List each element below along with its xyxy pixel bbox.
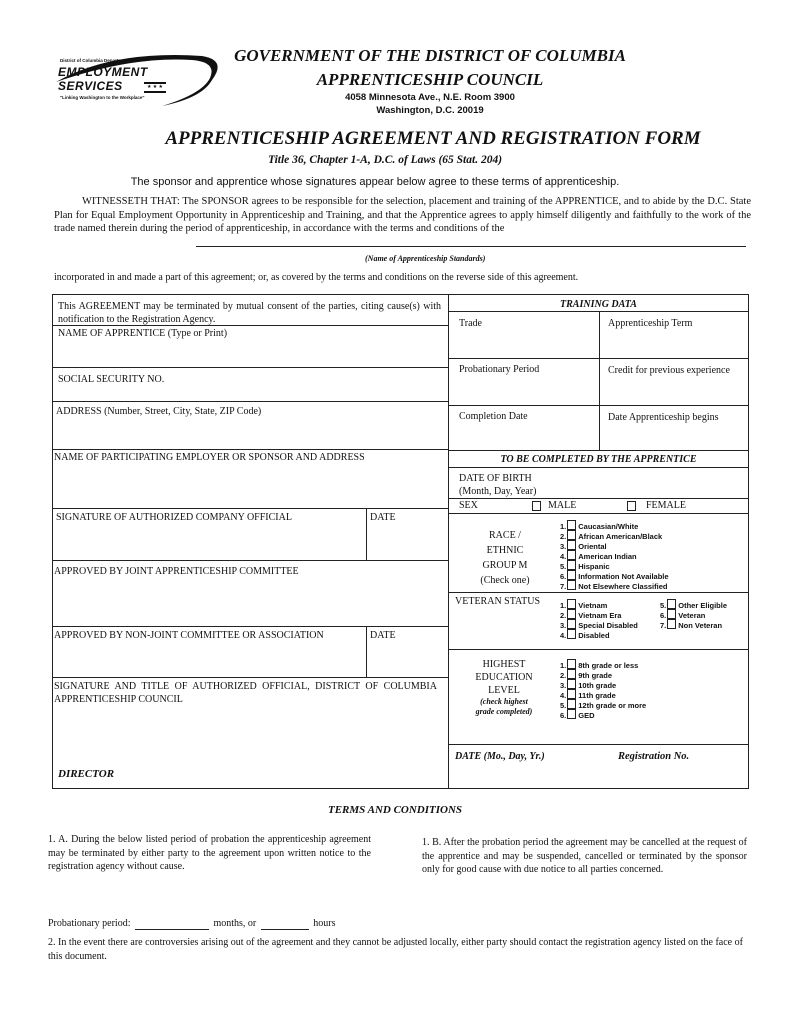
dob-label1: DATE OF BIRTH — [459, 473, 532, 484]
edu-checkbox[interactable] — [567, 689, 576, 699]
race-option[interactable]: 5. Hispanic — [560, 562, 610, 571]
edu-option[interactable]: 6. GED — [560, 711, 595, 720]
term-field[interactable] — [601, 332, 747, 356]
ssn-field[interactable] — [53, 388, 447, 400]
race-option[interactable]: 1. Caucasian/White — [560, 522, 639, 531]
registration-field[interactable] — [605, 765, 745, 785]
race-checkbox[interactable] — [567, 520, 576, 530]
prob-months-field[interactable] — [135, 918, 209, 930]
term-label: Apprenticeship Term — [608, 318, 693, 329]
terms-two: 2. In the event there are controversies arising out of the agreement and they cannot be adjusted locally, either party should contact the registration agency listed on the face of this document. — [48, 937, 743, 962]
prob-hours-field[interactable] — [261, 918, 309, 930]
veteran-label: VETERAN STATUS — [455, 596, 541, 607]
veteran-option[interactable]: 2. Vietnam Era — [560, 611, 622, 620]
standards-line[interactable] — [196, 246, 746, 247]
male-checkbox[interactable] — [532, 501, 541, 511]
joint-label: APPROVED BY JOINT APPRENTICESHIP COMMITTEE — [54, 566, 299, 577]
edu-option[interactable]: 4. 11th grade — [560, 691, 616, 700]
edu-checkbox[interactable] — [567, 659, 576, 669]
edu-checkbox[interactable] — [567, 679, 576, 689]
nonjoint-field[interactable] — [53, 644, 365, 676]
female-checkbox[interactable] — [627, 501, 636, 511]
veteran-checkbox[interactable] — [667, 609, 676, 619]
veteran-checkbox[interactable] — [567, 599, 576, 609]
date-field[interactable] — [452, 765, 592, 785]
veteran-checkbox[interactable] — [567, 609, 576, 619]
joint-field[interactable] — [53, 580, 447, 625]
address-label: ADDRESS (Number, Street, City, State, ZIP Code) — [56, 406, 262, 417]
race-option[interactable]: 3. Oriental — [560, 542, 607, 551]
credit-field[interactable] — [601, 392, 747, 403]
date1-label: DATE — [370, 512, 396, 523]
name-field[interactable] — [53, 342, 447, 366]
sig-title-label: SIGNATURE AND TITLE OF AUTHORIZED OFFICIAL, DISTRICT OF COLUMBIA APPRENTICESHIP COUNCIL — [54, 681, 437, 705]
edu-checkbox[interactable] — [567, 709, 576, 719]
female-label: FEMALE — [646, 500, 686, 511]
date-label: DATE (Mo., Day, Yr.) — [455, 751, 545, 762]
race-checkbox[interactable] — [567, 530, 576, 540]
prob-months-label: months, or — [213, 918, 257, 929]
race-label1: RACE / — [489, 530, 521, 541]
veteran-option[interactable]: 3. Special Disabled — [560, 621, 638, 630]
terminate-text: This AGREEMENT may be terminated by mutual consent of the parties, citing cause(s) with notification to the Registration Agency. — [58, 301, 441, 325]
logo-tagline: "Linking Washington to the Workplace" — [60, 95, 145, 100]
form-subtitle: Title 36, Chapter 1-A, D.C. of Laws (65 Stat. 204) — [267, 154, 503, 166]
date2-field[interactable] — [368, 644, 447, 676]
name-label: NAME OF APPRENTICE (Type or Print) — [58, 328, 228, 339]
terms-header: TERMS AND CONDITIONS — [327, 804, 463, 816]
signature-label: SIGNATURE OF AUTHORIZED COMPANY OFFICIAL — [56, 512, 292, 523]
race-label2: ETHNIC — [486, 545, 524, 556]
trade-field[interactable] — [450, 332, 597, 356]
logo-line2: SERVICES — [58, 79, 123, 93]
prob-hours-label: hours — [313, 918, 336, 929]
race-label4: (Check one) — [480, 575, 530, 586]
race-checkbox[interactable] — [567, 550, 576, 560]
employer-field[interactable] — [53, 466, 447, 506]
probation-field[interactable] — [450, 378, 597, 402]
veteran-checkbox[interactable] — [567, 619, 576, 629]
intro-lead: The sponsor and apprentice whose signatures appear below agree to these terms of apprenticeship. — [130, 176, 620, 188]
logo-line1: EMPLOYMENT — [58, 65, 148, 79]
race-option[interactable]: 4. American Indian — [560, 552, 637, 561]
veteran-option[interactable]: 1. Vietnam — [560, 601, 608, 610]
trade-label: Trade — [459, 318, 482, 329]
terms-a: 1. A. During the below listed period of probation the apprenticeship agreement may be terminated by either party to the agreement upon written notice to the registration agency without cause. — [48, 834, 371, 872]
credit-label: Credit for previous experience — [608, 365, 730, 376]
edu-label2: EDUCATION — [475, 672, 533, 683]
intro-incorporated: incorporated in and made a part of this agreement; or, as covered by the terms and conditions on the reverse side of this agreement. — [54, 272, 579, 283]
prob-label: Probationary period: — [48, 918, 131, 929]
standards-label: (Name of Apprenticeship Standards) — [365, 254, 486, 263]
logo-flag-icon: ★ ★ ★ — [144, 82, 166, 92]
edu-label — [452, 658, 556, 717]
date1-field[interactable] — [368, 526, 447, 558]
header-address2: Washington, D.C. 20019 — [376, 105, 484, 116]
race-option[interactable]: 2. African American/Black — [560, 532, 663, 541]
edu-label1: HIGHEST — [482, 659, 526, 670]
header-gov: GOVERNMENT OF THE DISTRICT OF COLUMBIA — [234, 46, 626, 65]
veteran-option[interactable]: 5. Other Eligible — [660, 601, 728, 610]
veteran-option[interactable]: 4. Disabled — [560, 631, 610, 640]
intro-witness: WITNESSETH THAT: The SPONSOR agrees to be responsible for the selection, placement and training of the APPRENTICE, and to abide by the D.C. State Plan for Equal Employment Opportunity in Apprenticeship and Training, and that the Apprentice agrees to apply himself diligently and faithfully to the work of the trade named therein during the period of apprenticeship, in accordance with the terms and conditions of the — [54, 196, 751, 234]
probation-row — [48, 918, 336, 930]
edu-checkbox[interactable] — [567, 699, 576, 709]
veteran-checkbox[interactable] — [567, 629, 576, 639]
header-council: APPRENTICESHIP COUNCIL — [316, 70, 544, 89]
apprentice-header: TO BE COMPLETED BY THE APPRENTICE — [500, 454, 697, 465]
race-label — [455, 528, 555, 588]
registration-label: Registration No. — [618, 751, 690, 762]
nonjoint-label: APPROVED BY NON-JOINT COMMITTEE OR ASSOCIATION — [54, 630, 324, 641]
address-field[interactable] — [53, 420, 447, 448]
terms-b: 1. B. After the probation period the agreement may be cancelled at the request of the apprentice and may be suspended, cancelled or terminated by the sponsor only for good cause with due notice to all parties concerned. — [422, 837, 747, 875]
director-label: DIRECTOR — [58, 768, 115, 780]
race-option[interactable]: 6. Information Not Available — [560, 572, 669, 581]
sig-title-field[interactable] — [53, 710, 447, 766]
edu-checkbox[interactable] — [567, 669, 576, 679]
veteran-option[interactable]: 7. Non Veteran — [660, 621, 723, 630]
edu-option[interactable]: 1. 8th grade or less — [560, 661, 639, 670]
training-header: TRAINING DATA — [560, 299, 637, 310]
sex-label: SEX — [459, 500, 478, 511]
edu-option[interactable]: 2. 9th grade — [560, 671, 613, 680]
race-checkbox[interactable] — [567, 570, 576, 580]
ssn-label: SOCIAL SECURITY NO. — [58, 374, 165, 385]
dob-field[interactable] — [560, 472, 746, 496]
race-checkbox[interactable] — [567, 580, 576, 590]
veteran-checkbox[interactable] — [667, 619, 676, 629]
logo-small-text: District of Columbia Department of — [60, 58, 135, 63]
edu-label5: grade completed) — [475, 707, 533, 716]
edu-option[interactable]: 3. 10th grade — [560, 681, 617, 690]
race-checkbox[interactable] — [567, 560, 576, 570]
probation-label: Probationary Period — [459, 364, 540, 375]
race-option[interactable]: 7. Not Elsewhere Classified — [560, 582, 668, 591]
dob-label2: (Month, Day, Year) — [459, 486, 537, 497]
veteran-checkbox[interactable] — [667, 599, 676, 609]
completion-field[interactable] — [450, 425, 597, 448]
male-label: MALE — [548, 500, 577, 511]
form-title: APPRENTICESHIP AGREEMENT AND REGISTRATION FORM — [165, 128, 701, 149]
signature-field[interactable] — [53, 526, 365, 558]
veteran-option[interactable]: 6. Veteran — [660, 611, 706, 620]
race-checkbox[interactable] — [567, 540, 576, 550]
date-begins-label: Date Apprenticeship begins — [608, 412, 719, 423]
completion-label: Completion Date — [459, 411, 528, 422]
edu-option[interactable]: 5. 12th grade or more — [560, 701, 647, 710]
employer-label: NAME OF PARTICIPATING EMPLOYER OR SPONSOR AND ADDRESS — [54, 452, 365, 463]
date2-label: DATE — [370, 630, 396, 641]
edu-label3: LEVEL — [488, 685, 520, 696]
header-address1: 4058 Minnesota Ave., N.E. Room 3900 — [345, 92, 515, 103]
race-label3: GROUP M — [482, 560, 528, 571]
edu-label4: (check highest — [480, 697, 528, 706]
